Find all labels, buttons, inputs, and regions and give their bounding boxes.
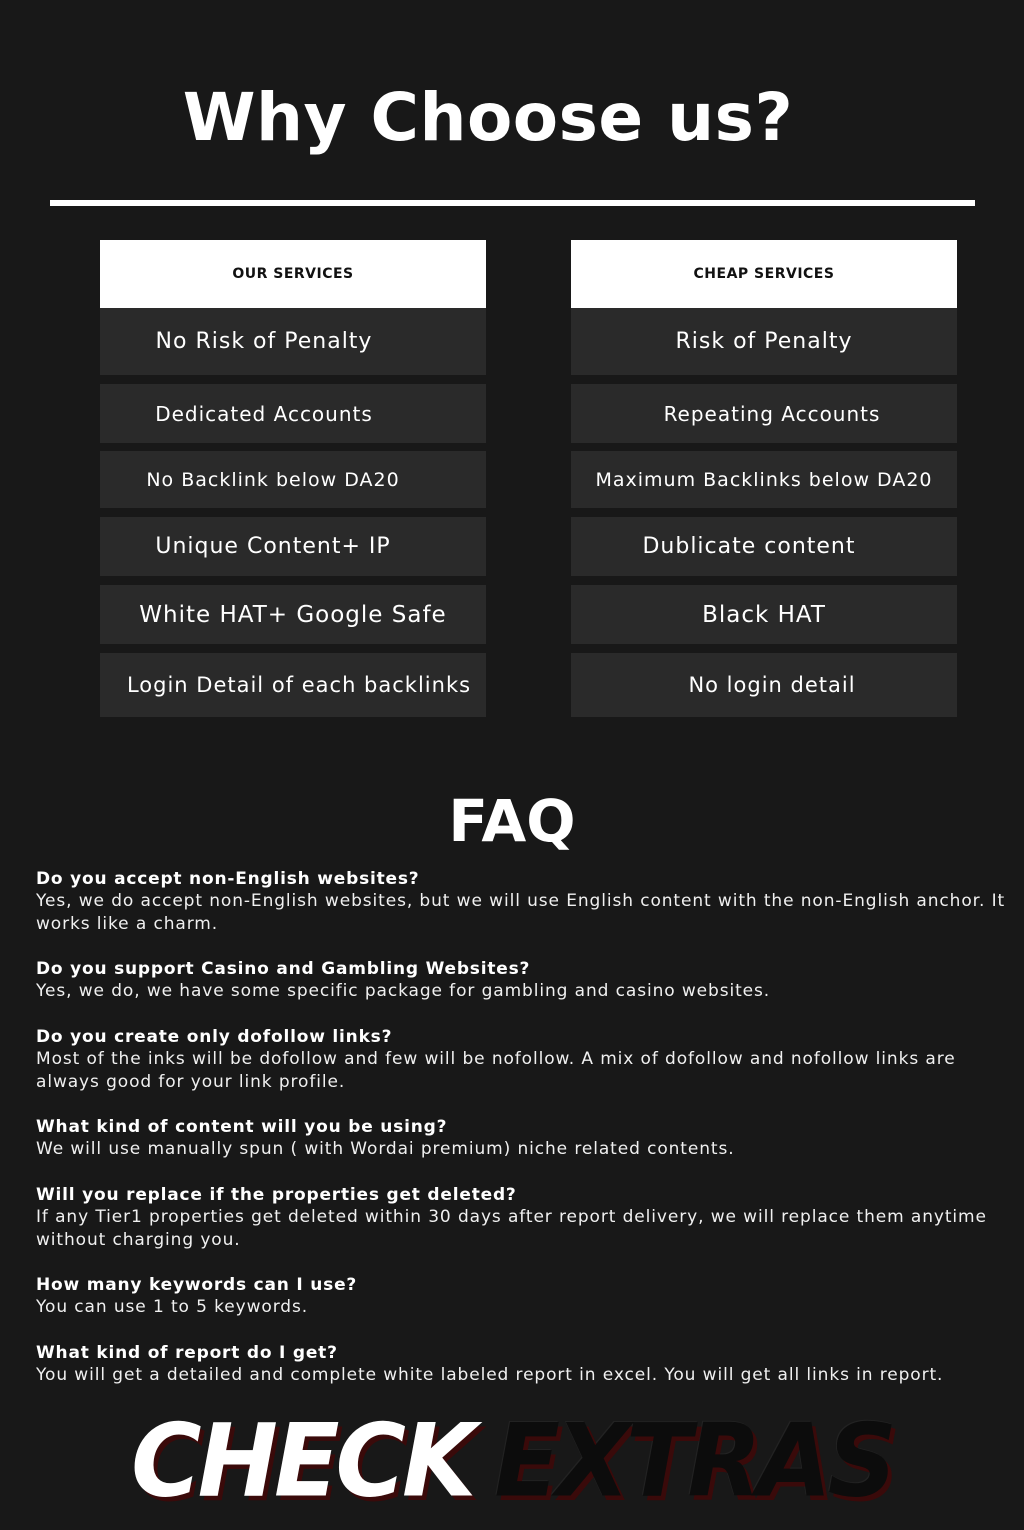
our-service-item: Dedicated Accounts — [100, 384, 486, 443]
our-service-item: No Risk of Penalty — [100, 308, 486, 375]
faq-question: What kind of content will you be using? — [36, 1117, 448, 1137]
title-divider — [50, 200, 975, 206]
our-service-item: White HAT+ Google Safe — [100, 585, 486, 644]
cheap-services-column — [571, 240, 957, 697]
faq-answer: Yes, we do accept non-English websites, but we will use English content with the non-English anchor. It works like a charm. — [36, 891, 1006, 934]
check-extras-banner[interactable] — [0, 1402, 1024, 1520]
faq-question: What kind of report do I get? — [36, 1343, 338, 1363]
faq-item — [36, 868, 1006, 936]
cheap-service-item: Black HAT — [571, 585, 957, 644]
cheap-service-item: Dublicate content — [571, 517, 957, 576]
faq-item — [36, 1184, 1006, 1252]
faq-answer: Most of the inks will be dofollow and few will be nofollow. A mix of dofollow and nofollow links are always good for your link profile. — [36, 1049, 956, 1092]
cheap-services-heading: CHEAP SERVICES — [571, 240, 957, 308]
cta-check-word: CHECK — [131, 1402, 473, 1520]
faq-answer: Yes, we do, we have some specific package for gambling and casino websites. — [36, 981, 771, 1001]
faq-item — [36, 1026, 1006, 1094]
faq-question: Will you replace if the properties get deleted? — [36, 1185, 517, 1205]
cheap-service-item: Risk of Penalty — [571, 308, 957, 375]
faq-title: FAQ — [448, 787, 576, 855]
our-service-item: No Backlink below DA20 — [100, 451, 486, 508]
faq-question: How many keywords can I use? — [36, 1275, 358, 1295]
faq-question: Do you create only dofollow links? — [36, 1027, 393, 1047]
faq-answer: We will use manually spun ( with Wordai premium) niche related contents. — [36, 1139, 735, 1159]
cheap-service-item: No login detail — [571, 653, 957, 717]
faq-item — [36, 1342, 1006, 1387]
cta-extras-word: EXTRAS — [494, 1402, 893, 1520]
our-service-item: Unique Content+ IP — [100, 517, 486, 576]
cheap-service-item: Repeating Accounts — [571, 384, 957, 443]
faq-question: Do you accept non-English websites? — [36, 869, 420, 889]
cheap-service-item: Maximum Backlinks below DA20 — [571, 451, 957, 508]
faq-item — [36, 1116, 1006, 1161]
faq-item — [36, 958, 1006, 1003]
faq-item — [36, 1274, 1006, 1319]
our-services-column — [100, 240, 486, 697]
page-title: Why Choose us? — [182, 79, 794, 156]
faq-answer: You will get a detailed and complete white labeled report in excel. You will get all links in report. — [36, 1365, 944, 1385]
our-service-item: Login Detail of each backlinks — [100, 653, 486, 717]
our-services-heading: OUR SERVICES — [100, 240, 486, 308]
faq-question: Do you support Casino and Gambling Websites? — [36, 959, 531, 979]
faq-answer: You can use 1 to 5 keywords. — [36, 1297, 309, 1317]
faq-answer: If any Tier1 properties get deleted within 30 days after report delivery, we will replace them anytime without charging you. — [36, 1207, 987, 1250]
